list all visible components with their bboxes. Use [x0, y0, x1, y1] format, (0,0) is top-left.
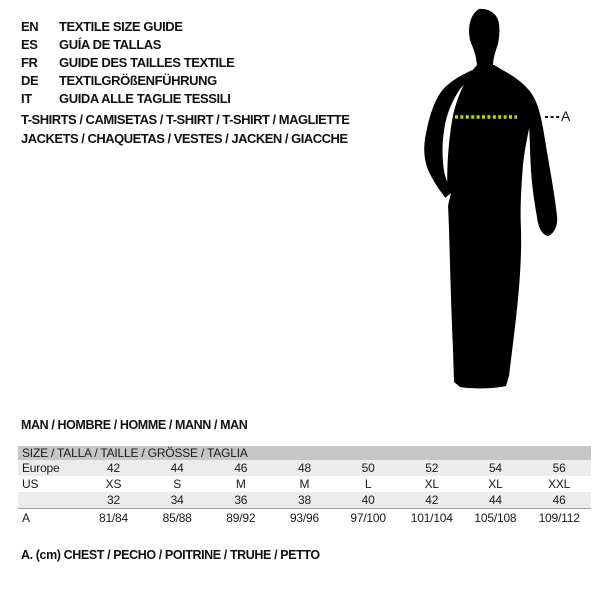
category-line-tshirts: T-SHIRTS / CAMISETAS / T-SHIRT / T-SHIRT / MAGLIETTE: [21, 112, 350, 127]
table-row-label: A: [18, 509, 82, 528]
table-cell: 44: [488, 493, 502, 507]
table-cell: 97/100: [336, 509, 400, 528]
table-cell: M: [299, 477, 310, 491]
language-title: TEXTILGRÖßENFÜHRUNG: [59, 72, 217, 88]
language-title: GUÍA DE TALLAS: [59, 36, 162, 52]
language-row: [21, 53, 234, 71]
table-cell: 81/84: [82, 509, 146, 528]
language-code: EN: [21, 18, 39, 34]
measurement-footnote: A. (cm) CHEST / PECHO / POITRINE / TRUHE / PETTO: [21, 548, 320, 562]
table-row-chest-cm: [18, 509, 591, 528]
language-title: TEXTILE SIZE GUIDE: [59, 18, 183, 34]
language-row: [21, 17, 234, 35]
table-cell: XL: [424, 477, 439, 491]
size-table-header-row: [18, 446, 591, 460]
table-cell: 52: [425, 461, 439, 475]
language-code: DE: [21, 72, 39, 88]
table-cell: M: [235, 477, 246, 491]
table-row-us-numeric: [18, 492, 591, 509]
table-cell: 105/108: [464, 509, 528, 528]
language-title: GUIDE DES TAILLES TEXTILE: [59, 54, 235, 70]
table-cell: 101/104: [400, 509, 464, 528]
language-code: ES: [21, 36, 38, 52]
table-cell: 54: [488, 461, 502, 475]
size-table-header: SIZE / TALLA / TAILLE / GRÖSSE / TAGLIA: [18, 446, 591, 460]
size-table: [18, 446, 591, 527]
language-title-list: [21, 17, 234, 107]
table-cell: 46: [552, 493, 566, 507]
table-cell: 38: [297, 493, 311, 507]
table-cell: 46: [234, 461, 248, 475]
table-cell: L: [364, 477, 372, 491]
table-row-us: [18, 476, 591, 492]
table-cell: 56: [552, 461, 566, 475]
language-code: FR: [21, 54, 38, 70]
table-row-europe: [18, 460, 591, 476]
measurement-label-a: A: [561, 108, 571, 124]
table-cell: 48: [297, 461, 311, 475]
man-figure: [396, 5, 564, 395]
table-cell: 50: [361, 461, 375, 475]
table-row-label: Europe: [22, 461, 60, 475]
language-title: GUIDA ALLE TAGLIE TESSILI: [59, 90, 231, 106]
category-line-jackets: JACKETS / CHAQUETAS / VESTES / JACKEN / GIACCHE: [21, 130, 348, 146]
table-cell: S: [173, 477, 182, 491]
language-row: [21, 35, 234, 53]
table-row-label: US: [22, 477, 39, 491]
man-silhouette-svg: [396, 5, 564, 395]
language-row: [21, 89, 234, 107]
table-row-label: [18, 492, 82, 509]
garment-categories: [21, 111, 349, 148]
table-cell: XL: [488, 477, 503, 491]
section-title-man: MAN / HOMBRE / HOMME / MANN / MAN: [21, 418, 248, 432]
table-cell: 34: [170, 493, 184, 507]
table-cell: 89/92: [209, 509, 273, 528]
table-cell: 93/96: [273, 509, 337, 528]
table-cell: 42: [107, 461, 120, 475]
table-cell: XXL: [548, 477, 571, 491]
table-cell: 40: [361, 493, 375, 507]
table-cell: XS: [105, 477, 122, 491]
table-cell: 36: [234, 493, 248, 507]
table-cell: 42: [425, 493, 439, 507]
table-cell: 85/88: [145, 509, 209, 528]
table-cell: 44: [170, 461, 184, 475]
language-code: IT: [21, 90, 32, 106]
language-row: [21, 71, 234, 89]
man-silhouette: [424, 9, 557, 389]
table-cell: 109/112: [527, 509, 591, 528]
table-cell: 32: [107, 493, 120, 507]
